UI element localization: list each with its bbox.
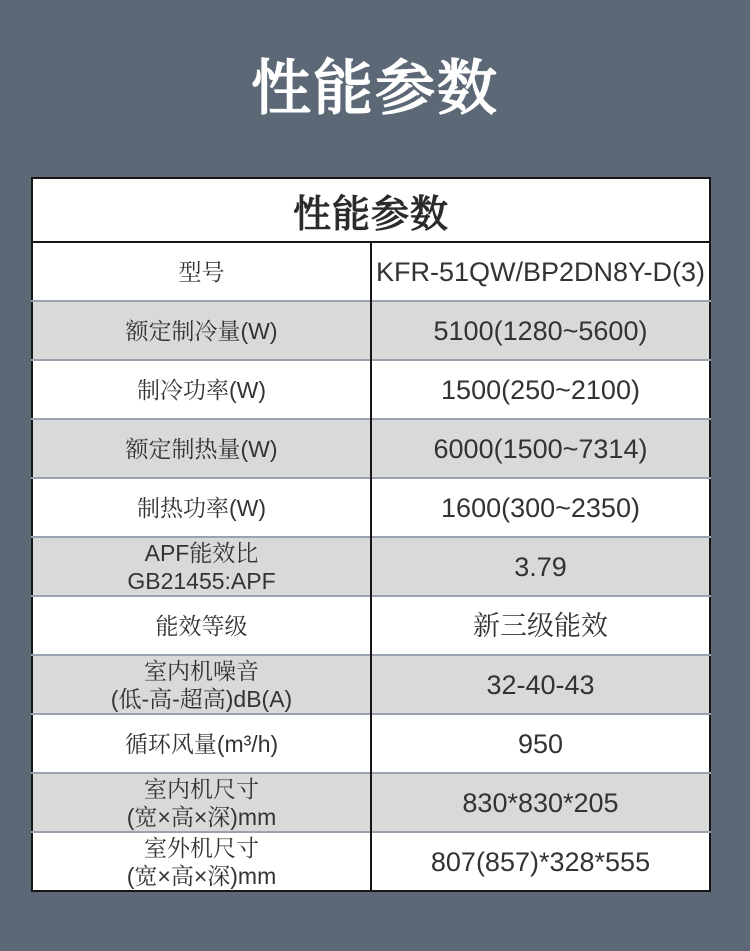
- spec-label-line: (低-高-超高)dB(A): [110, 685, 293, 712]
- spec-table: [31, 177, 711, 892]
- spec-header-row: [32, 178, 710, 242]
- spec-table-header: 性能参数: [32, 178, 710, 242]
- spec-value-cell: 1600(300~2350): [371, 478, 710, 537]
- spec-label-line: 循环风量(m³/h): [124, 730, 279, 757]
- spec-value-cell: 1500(250~2100): [371, 360, 710, 419]
- spec-label-line: GB21455:APF: [127, 567, 276, 594]
- spec-value-cell: 3.79: [371, 537, 710, 596]
- table-row: [32, 419, 710, 478]
- spec-label-cell: [32, 596, 371, 655]
- spec-label-line: (宽×高×深)mm: [126, 862, 277, 889]
- spec-label-cell: [32, 301, 371, 360]
- spec-value-cell: KFR-51QW/BP2DN8Y-D(3): [375, 256, 706, 287]
- spec-value-cell: 32-40-43: [371, 655, 710, 714]
- table-row: [32, 832, 710, 891]
- spec-value-cell: 830*830*205: [371, 773, 710, 832]
- spec-label-line: (宽×高×深)mm: [126, 803, 277, 830]
- spec-label-line: 能效等级: [155, 612, 248, 639]
- spec-value-cell: 807(857)*328*555: [371, 832, 710, 891]
- spec-label-line: 室外机尺寸: [144, 834, 259, 861]
- title-band: [0, 0, 750, 177]
- table-row: [32, 773, 710, 832]
- spec-label-line: 型号: [178, 258, 225, 285]
- spec-label-cell: [32, 832, 371, 891]
- spec-value-cell: 6000(1500~7314): [371, 419, 710, 478]
- spec-label-cell: [32, 360, 371, 419]
- spec-label-line: 额定制冷量(W): [125, 317, 278, 344]
- spec-label-cell: [32, 419, 371, 478]
- spec-table-body: [32, 242, 710, 891]
- spec-table-head: [32, 178, 710, 242]
- table-row: [32, 596, 710, 655]
- spec-label-line: 室内机噪音: [144, 657, 259, 684]
- spec-label-cell: [32, 242, 371, 301]
- table-row: [32, 714, 710, 773]
- spec-label-cell: [32, 478, 371, 537]
- spec-label-line: 制冷功率(W): [136, 376, 267, 403]
- table-row: [32, 537, 710, 596]
- table-row: [32, 478, 710, 537]
- page-title: 性能参数: [251, 54, 499, 122]
- spec-label-cell: [32, 714, 371, 773]
- table-row: [32, 655, 710, 714]
- spec-label-cell: [32, 655, 371, 714]
- spec-label-line: 额定制热量(W): [125, 435, 278, 462]
- spec-value-cell: 950: [371, 714, 710, 773]
- spec-value-cell: 新三级能效: [371, 596, 710, 655]
- table-row: [32, 242, 710, 301]
- spec-label-line: 制热功率(W): [136, 494, 267, 521]
- table-row: [32, 360, 710, 419]
- spec-value-cell: 5100(1280~5600): [371, 301, 710, 360]
- spec-label-cell: [32, 773, 371, 832]
- spec-label-line: 室内机尺寸: [144, 775, 259, 802]
- table-row: [32, 301, 710, 360]
- spec-label-line: APF能效比: [144, 539, 259, 566]
- spec-label-cell: [32, 537, 371, 596]
